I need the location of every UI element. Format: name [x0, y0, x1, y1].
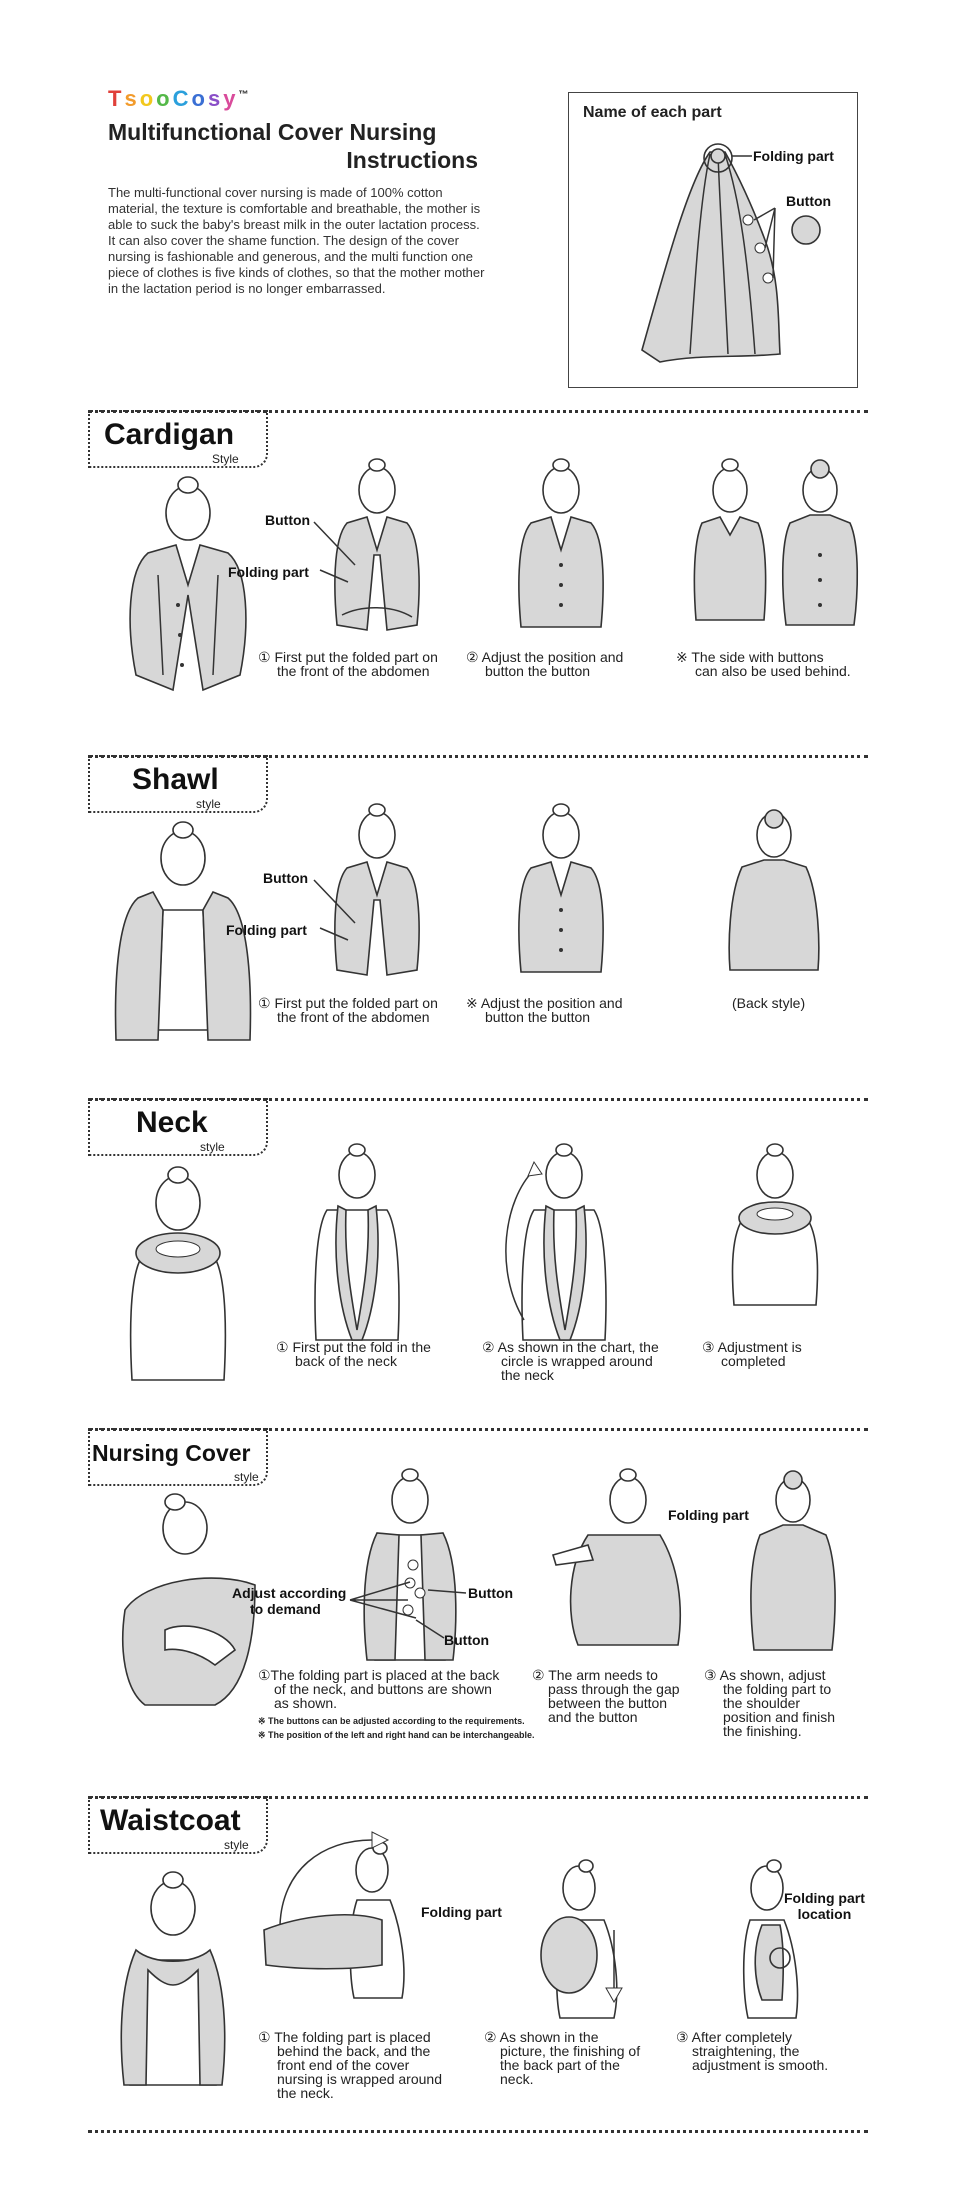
brand-letter: s: [124, 86, 140, 111]
waistcoat-step2-figure: [524, 1850, 644, 2020]
cardigan-step3-figure: [690, 455, 870, 635]
nursing-label-folding: Folding part: [668, 1507, 749, 1523]
nursing-label-button-1: Button: [468, 1585, 514, 1601]
waistcoat-step2-text: ② As shown in the picture, the finishing of the back part of the neck.: [484, 2029, 641, 2087]
shawl-step1-text: ① First put the folded part on the front of the abdomen: [258, 995, 438, 1025]
section-divider: [88, 2130, 868, 2133]
neck-step3-figure: [720, 1140, 830, 1310]
waistcoat-label-folding: Folding part: [421, 1904, 502, 1920]
neck-step1-figure: [302, 1140, 412, 1350]
neck-main-figure: [118, 1165, 238, 1385]
neck-step2-text: ② As shown in the chart, the circle is wrapped around the neck: [482, 1339, 659, 1383]
intro-text: The multi-functional cover nursing is made of 100% cotton material, the texture is comfortable and breathable, the mother is able to suck the baby's breast milk in the outer lactation process. It can also cover the shame function. The design of the cover nursing is fashionable and generous, and the multi function one piece of clothes is five kinds of clothes, so that the mother mother in the lactation period is no longer embarrassed.: [108, 185, 485, 296]
brand-letter: o: [191, 86, 208, 111]
cardigan-label-button: Button: [265, 512, 311, 528]
nursing-step1-text: ①The folding part is placed at the back of the neck, and buttons are shown as shown.: [258, 1667, 500, 1711]
section-header-waistcoat: [88, 1796, 268, 1854]
section-header-cardigan: [88, 410, 268, 468]
shawl-step2-figure: [506, 800, 616, 980]
section-title: Nursing Cover: [92, 1440, 251, 1466]
cardigan-label-folding: Folding part: [228, 564, 309, 580]
brand-letter: y: [223, 86, 239, 111]
section-subtitle: style: [200, 1140, 225, 1154]
section-subtitle: style: [234, 1470, 259, 1484]
section-header-shawl: [88, 755, 268, 813]
nursing-step3-text: ③ As shown, adjust the folding part to the shoulder position and finish the finishing.: [704, 1667, 836, 1739]
nursing-label-button-2: Button: [444, 1632, 490, 1648]
cardigan-step2-text: ② Adjust the position and button the button: [466, 649, 624, 679]
brand-letter: T: [108, 86, 125, 111]
section-header-nursing-cover: [88, 1428, 268, 1486]
brand-letter: s: [207, 86, 224, 111]
section-header-neck: [88, 1098, 268, 1156]
section-title: Neck: [136, 1106, 208, 1139]
parts-title: Name of each part: [583, 104, 722, 121]
waistcoat-label-location: Folding part location: [784, 1890, 865, 1922]
neck-step3-text: ③ Adjustment is completed: [702, 1339, 802, 1369]
cardigan-main-figure: [118, 475, 258, 695]
cardigan-step2-figure: [506, 455, 616, 635]
waistcoat-step3-figure: [722, 1850, 812, 2020]
brand-letter: C: [172, 86, 192, 111]
neck-step2-figure: [494, 1140, 624, 1350]
parts-cover-illustration: [630, 140, 830, 370]
waistcoat-step3-text: ③ After completely straightening, the adjustment is smooth.: [676, 2029, 829, 2073]
nursing-step3-figure: [738, 1465, 848, 1655]
section-subtitle: Style: [212, 452, 239, 466]
nursing-step2-figure: [548, 1465, 688, 1655]
brand-logo: [108, 86, 248, 112]
nursing-step2-text: ② The arm needs to pass through the gap between the button and the button: [532, 1667, 680, 1725]
section-subtitle: style: [196, 797, 221, 811]
nursing-label-adjust: Adjust according to demand: [232, 1585, 347, 1617]
nursing-note-2: ※ The position of the left and right hand can be interchangeable.: [258, 1730, 535, 1740]
neck-step1-text: ① First put the fold in the back of the neck: [276, 1339, 431, 1369]
nursing-note-1: ※ The buttons can be adjusted according to the requirements.: [258, 1716, 525, 1726]
shawl-label-folding: Folding part: [226, 922, 307, 938]
section-title: Shawl: [132, 763, 219, 796]
parts-label-folding: Folding part: [753, 148, 834, 164]
shawl-leader-lines: [300, 878, 360, 958]
nursing-leader-lines: [340, 1560, 480, 1650]
parts-label-button: Button: [786, 193, 832, 209]
section-subtitle: style: [224, 1838, 249, 1852]
waistcoat-main-figure: [108, 1870, 238, 2090]
shawl-step3-text: (Back style): [732, 995, 806, 1011]
page-title: [108, 118, 478, 174]
shawl-back-figure: [724, 805, 824, 975]
brand-letter: o: [156, 86, 173, 111]
waistcoat-step1-text: ① The folding part is placed behind the back, and the front end of the cover nursing is wrapped around the neck.: [258, 2029, 442, 2101]
cardigan-leader-lines: [300, 520, 360, 600]
section-title: Waistcoat: [100, 1804, 241, 1837]
shawl-label-button: Button: [263, 870, 309, 886]
shawl-step2-text: ※ Adjust the position and button the button: [466, 995, 623, 1025]
cardigan-step1-text: ① First put the folded part on the front of the abdomen: [258, 649, 438, 679]
section-title: Cardigan: [104, 418, 235, 451]
title-line-2: Instructions: [346, 147, 478, 173]
waistcoat-step1-figure: [262, 1830, 422, 2000]
brand-letter: o: [139, 86, 157, 111]
cardigan-step3-text: ※ The side with buttons can also be used behind.: [676, 649, 851, 679]
title-line-1: Multifunctional Cover Nursing: [108, 119, 437, 145]
trademark-symbol: ™: [238, 89, 249, 101]
